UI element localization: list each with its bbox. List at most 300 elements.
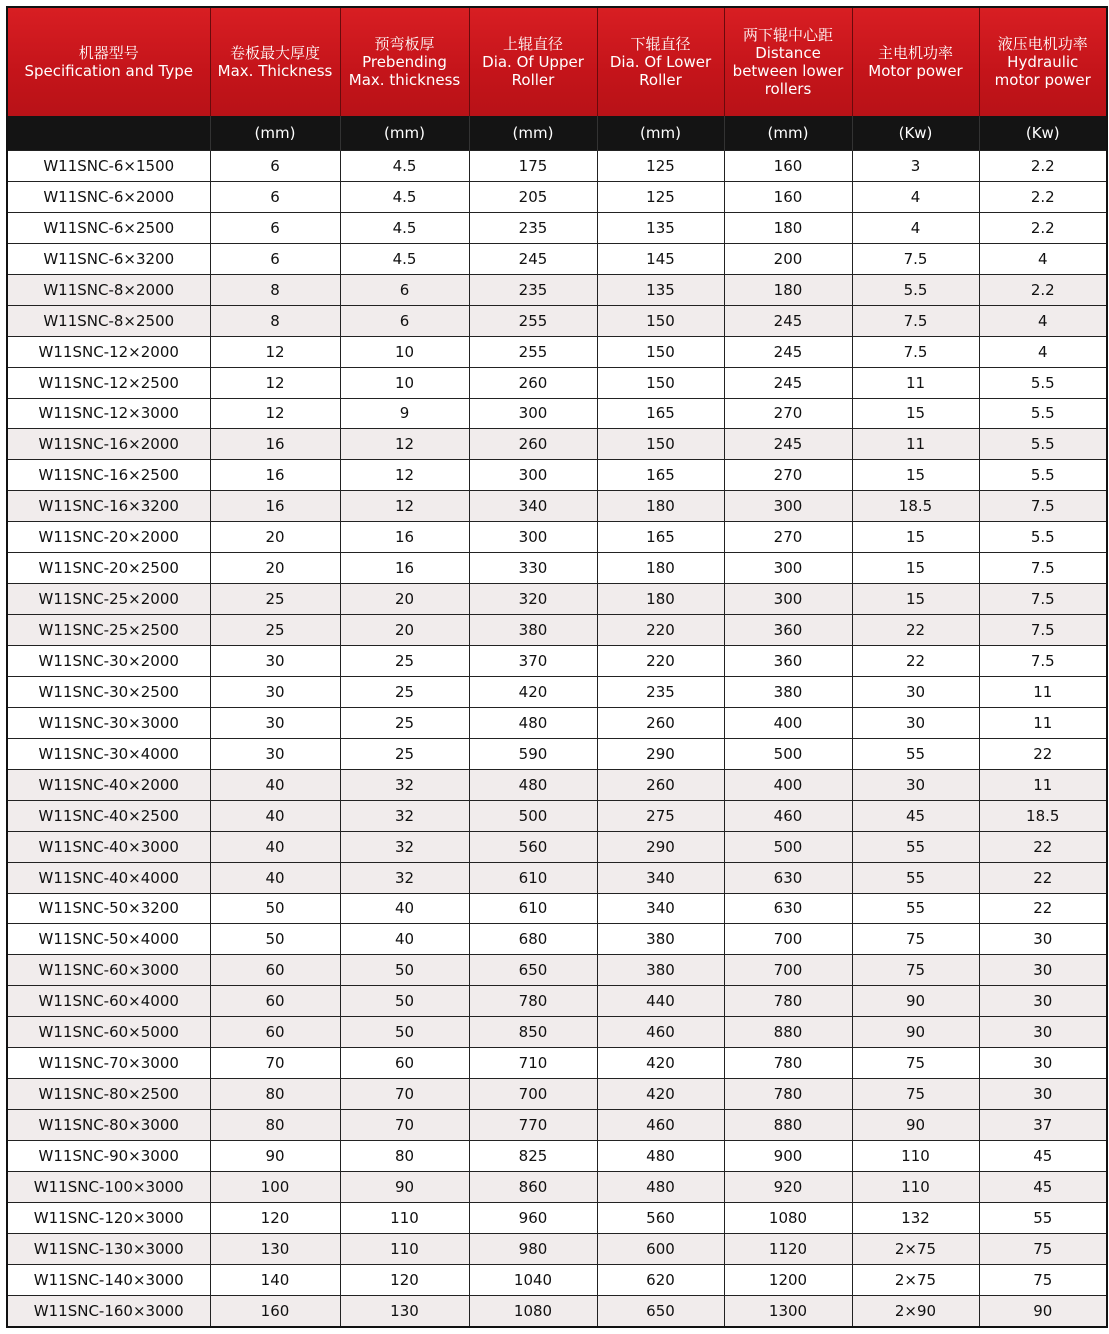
value-cell: 30	[979, 1017, 1107, 1048]
col-header-zh: 上辊直径	[502, 35, 563, 53]
value-cell: 25	[340, 646, 469, 677]
value-cell: 260	[469, 367, 597, 398]
unit-label: (mm)	[340, 116, 469, 151]
value-cell: 460	[724, 800, 852, 831]
value-cell: 50	[210, 924, 340, 955]
value-cell: 275	[597, 800, 724, 831]
model-cell: W11SNC-16×2500	[7, 460, 210, 491]
value-cell: 260	[597, 769, 724, 800]
value-cell: 90	[979, 1295, 1107, 1326]
table-row	[7, 274, 1107, 305]
value-cell: 7.5	[979, 553, 1107, 584]
value-cell: 30	[979, 1079, 1107, 1110]
value-cell: 25	[340, 676, 469, 707]
value-cell: 75	[979, 1264, 1107, 1295]
value-cell: 6	[340, 305, 469, 336]
model-cell: W11SNC-6×3200	[7, 243, 210, 274]
value-cell: 180	[597, 491, 724, 522]
unit-label: (Kw)	[979, 116, 1107, 151]
value-cell: 205	[469, 181, 597, 212]
value-cell: 300	[469, 460, 597, 491]
value-cell: 140	[210, 1264, 340, 1295]
unit-label: (mm)	[724, 116, 852, 151]
table-row	[7, 676, 1107, 707]
col-header-zh: 卷板最大厚度	[229, 44, 320, 62]
value-cell: 880	[724, 1017, 852, 1048]
value-cell: 480	[469, 707, 597, 738]
value-cell: 1120	[724, 1233, 852, 1264]
table-row	[7, 181, 1107, 212]
value-cell: 40	[210, 769, 340, 800]
value-cell: 90	[210, 1141, 340, 1172]
value-cell: 650	[597, 1295, 724, 1326]
table-row	[7, 924, 1107, 955]
col-header-en: Dia. Of Upper Roller	[482, 53, 584, 89]
value-cell: 300	[469, 522, 597, 553]
value-cell: 25	[210, 584, 340, 615]
value-cell: 145	[597, 243, 724, 274]
value-cell: 290	[597, 831, 724, 862]
value-cell: 130	[210, 1233, 340, 1264]
value-cell: 50	[340, 1017, 469, 1048]
value-cell: 22	[852, 615, 979, 646]
value-cell: 380	[724, 676, 852, 707]
col-header-motor-power	[852, 7, 979, 116]
value-cell: 850	[469, 1017, 597, 1048]
value-cell: 12	[340, 491, 469, 522]
model-cell: W11SNC-130×3000	[7, 1233, 210, 1264]
value-cell: 80	[340, 1141, 469, 1172]
value-cell: 270	[724, 460, 852, 491]
model-cell: W11SNC-140×3000	[7, 1264, 210, 1295]
value-cell: 290	[597, 738, 724, 769]
value-cell: 16	[210, 460, 340, 491]
value-cell: 650	[469, 955, 597, 986]
value-cell: 30	[210, 646, 340, 677]
value-cell: 60	[210, 1017, 340, 1048]
model-cell: W11SNC-60×3000	[7, 955, 210, 986]
value-cell: 45	[979, 1141, 1107, 1172]
value-cell: 165	[597, 522, 724, 553]
value-cell: 30	[852, 769, 979, 800]
value-cell: 22	[979, 893, 1107, 924]
value-cell: 260	[469, 429, 597, 460]
value-cell: 5.5	[979, 522, 1107, 553]
value-cell: 75	[852, 1079, 979, 1110]
model-cell: W11SNC-25×2000	[7, 584, 210, 615]
value-cell: 180	[597, 553, 724, 584]
model-cell: W11SNC-6×2000	[7, 181, 210, 212]
unit-label: (mm)	[597, 116, 724, 151]
value-cell: 80	[210, 1079, 340, 1110]
table-row	[7, 862, 1107, 893]
value-cell: 160	[724, 151, 852, 182]
table-row	[7, 1233, 1107, 1264]
value-cell: 16	[340, 553, 469, 584]
table-row	[7, 398, 1107, 429]
value-cell: 630	[724, 893, 852, 924]
value-cell: 120	[340, 1264, 469, 1295]
value-cell: 40	[210, 862, 340, 893]
value-cell: 770	[469, 1110, 597, 1141]
value-cell: 150	[597, 429, 724, 460]
model-cell: W11SNC-16×2000	[7, 429, 210, 460]
value-cell: 700	[724, 924, 852, 955]
model-cell: W11SNC-30×2500	[7, 676, 210, 707]
model-cell: W11SNC-160×3000	[7, 1295, 210, 1326]
value-cell: 960	[469, 1202, 597, 1233]
value-cell: 1200	[724, 1264, 852, 1295]
table-row	[7, 305, 1107, 336]
table-row	[7, 336, 1107, 367]
value-cell: 110	[340, 1233, 469, 1264]
value-cell: 90	[852, 1110, 979, 1141]
value-cell: 480	[597, 1171, 724, 1202]
table-row	[7, 491, 1107, 522]
value-cell: 165	[597, 460, 724, 491]
table-row	[7, 1264, 1107, 1295]
unit-label: (mm)	[469, 116, 597, 151]
value-cell: 245	[724, 367, 852, 398]
value-cell: 2×75	[852, 1233, 979, 1264]
value-cell: 2.2	[979, 212, 1107, 243]
table-row	[7, 615, 1107, 646]
value-cell: 610	[469, 862, 597, 893]
table-row	[7, 243, 1107, 274]
table-row	[7, 800, 1107, 831]
value-cell: 22	[979, 862, 1107, 893]
model-cell: W11SNC-20×2000	[7, 522, 210, 553]
value-cell: 90	[852, 1017, 979, 1048]
model-cell: W11SNC-12×2500	[7, 367, 210, 398]
value-cell: 60	[210, 955, 340, 986]
table-row	[7, 429, 1107, 460]
value-cell: 380	[597, 924, 724, 955]
col-header-zh: 机器型号	[78, 44, 139, 62]
table-row	[7, 1048, 1107, 1079]
value-cell: 18.5	[979, 800, 1107, 831]
header-row	[7, 7, 1107, 116]
value-cell: 70	[210, 1048, 340, 1079]
value-cell: 110	[852, 1171, 979, 1202]
model-cell: W11SNC-80×3000	[7, 1110, 210, 1141]
value-cell: 8	[210, 274, 340, 305]
value-cell: 10	[340, 336, 469, 367]
value-cell: 40	[340, 924, 469, 955]
value-cell: 480	[469, 769, 597, 800]
value-cell: 11	[979, 769, 1107, 800]
value-cell: 460	[597, 1017, 724, 1048]
value-cell: 55	[852, 831, 979, 862]
value-cell: 5.5	[979, 460, 1107, 491]
value-cell: 20	[210, 553, 340, 584]
col-header-max-thickness	[210, 7, 340, 116]
value-cell: 22	[979, 831, 1107, 862]
value-cell: 7.5	[979, 646, 1107, 677]
value-cell: 245	[724, 336, 852, 367]
value-cell: 880	[724, 1110, 852, 1141]
col-header-hydraulic-power	[979, 7, 1107, 116]
table-row	[7, 831, 1107, 862]
value-cell: 300	[724, 553, 852, 584]
value-cell: 700	[724, 955, 852, 986]
value-cell: 360	[724, 646, 852, 677]
value-cell: 780	[724, 1048, 852, 1079]
value-cell: 55	[852, 738, 979, 769]
model-cell: W11SNC-30×3000	[7, 707, 210, 738]
value-cell: 130	[340, 1295, 469, 1326]
value-cell: 680	[469, 924, 597, 955]
value-cell: 50	[340, 955, 469, 986]
value-cell: 75	[852, 955, 979, 986]
model-cell: W11SNC-40×2000	[7, 769, 210, 800]
value-cell: 4.5	[340, 151, 469, 182]
value-cell: 610	[469, 893, 597, 924]
value-cell: 12	[210, 367, 340, 398]
table-row	[7, 1017, 1107, 1048]
model-cell: W11SNC-12×2000	[7, 336, 210, 367]
value-cell: 860	[469, 1171, 597, 1202]
value-cell: 6	[210, 181, 340, 212]
value-cell: 16	[340, 522, 469, 553]
value-cell: 5.5	[979, 367, 1107, 398]
value-cell: 500	[724, 831, 852, 862]
value-cell: 300	[724, 491, 852, 522]
value-cell: 1040	[469, 1264, 597, 1295]
value-cell: 5.5	[852, 274, 979, 305]
value-cell: 620	[597, 1264, 724, 1295]
value-cell: 32	[340, 831, 469, 862]
value-cell: 560	[469, 831, 597, 862]
value-cell: 180	[724, 212, 852, 243]
value-cell: 440	[597, 986, 724, 1017]
table-row	[7, 1141, 1107, 1172]
model-cell: W11SNC-30×2000	[7, 646, 210, 677]
table-row	[7, 1202, 1107, 1233]
value-cell: 30	[210, 707, 340, 738]
col-header-upper-roller	[469, 7, 597, 116]
value-cell: 175	[469, 151, 597, 182]
value-cell: 75	[979, 1233, 1107, 1264]
value-cell: 60	[210, 986, 340, 1017]
value-cell: 15	[852, 522, 979, 553]
spec-table	[6, 6, 1108, 1328]
value-cell: 120	[210, 1202, 340, 1233]
col-header-en: Distance between lower rollers	[732, 44, 844, 98]
value-cell: 22	[852, 646, 979, 677]
model-cell: W11SNC-30×4000	[7, 738, 210, 769]
value-cell: 75	[852, 1048, 979, 1079]
col-header-type	[7, 7, 210, 116]
model-cell: W11SNC-90×3000	[7, 1141, 210, 1172]
table-row	[7, 1079, 1107, 1110]
table-row	[7, 460, 1107, 491]
value-cell: 11	[852, 429, 979, 460]
value-cell: 255	[469, 305, 597, 336]
value-cell: 2.2	[979, 274, 1107, 305]
value-cell: 135	[597, 274, 724, 305]
value-cell: 12	[340, 460, 469, 491]
value-cell: 11	[979, 707, 1107, 738]
value-cell: 4.5	[340, 243, 469, 274]
value-cell: 160	[724, 181, 852, 212]
value-cell: 125	[597, 151, 724, 182]
col-header-zh: 液压电机功率	[997, 35, 1088, 53]
value-cell: 60	[340, 1048, 469, 1079]
table-body	[7, 151, 1107, 1327]
value-cell: 500	[469, 800, 597, 831]
value-cell: 900	[724, 1141, 852, 1172]
value-cell: 300	[724, 584, 852, 615]
value-cell: 55	[852, 893, 979, 924]
col-header-zh: 下辊直径	[630, 35, 691, 53]
model-cell: W11SNC-60×4000	[7, 986, 210, 1017]
value-cell: 255	[469, 336, 597, 367]
value-cell: 30	[979, 955, 1107, 986]
value-cell: 55	[852, 862, 979, 893]
table-row	[7, 1110, 1107, 1141]
value-cell: 11	[979, 676, 1107, 707]
value-cell: 340	[597, 862, 724, 893]
value-cell: 460	[597, 1110, 724, 1141]
value-cell: 245	[469, 243, 597, 274]
table-row	[7, 769, 1107, 800]
table-row	[7, 212, 1107, 243]
col-header-roller-distance	[724, 7, 852, 116]
value-cell: 12	[340, 429, 469, 460]
value-cell: 25	[340, 738, 469, 769]
value-cell: 75	[852, 924, 979, 955]
col-header-prebending	[340, 7, 469, 116]
value-cell: 920	[724, 1171, 852, 1202]
value-cell: 2.2	[979, 151, 1107, 182]
value-cell: 32	[340, 769, 469, 800]
value-cell: 100	[210, 1171, 340, 1202]
table-row	[7, 1171, 1107, 1202]
value-cell: 270	[724, 398, 852, 429]
value-cell: 200	[724, 243, 852, 274]
model-cell: W11SNC-16×3200	[7, 491, 210, 522]
value-cell: 260	[597, 707, 724, 738]
value-cell: 7.5	[852, 305, 979, 336]
value-cell: 55	[979, 1202, 1107, 1233]
value-cell: 20	[210, 522, 340, 553]
value-cell: 370	[469, 646, 597, 677]
model-cell: W11SNC-8×2000	[7, 274, 210, 305]
value-cell: 360	[724, 615, 852, 646]
value-cell: 5.5	[979, 429, 1107, 460]
table-row	[7, 707, 1107, 738]
table-row	[7, 646, 1107, 677]
value-cell: 32	[340, 862, 469, 893]
col-header-en: Hydraulic motor power	[994, 53, 1091, 89]
value-cell: 780	[724, 986, 852, 1017]
value-cell: 4.5	[340, 212, 469, 243]
model-cell: W11SNC-40×4000	[7, 862, 210, 893]
model-cell: W11SNC-60×5000	[7, 1017, 210, 1048]
value-cell: 150	[597, 305, 724, 336]
table-row	[7, 367, 1107, 398]
value-cell: 300	[469, 398, 597, 429]
value-cell: 2.2	[979, 181, 1107, 212]
value-cell: 1080	[724, 1202, 852, 1233]
value-cell: 135	[597, 212, 724, 243]
value-cell: 18.5	[852, 491, 979, 522]
value-cell: 132	[852, 1202, 979, 1233]
value-cell: 7.5	[979, 615, 1107, 646]
value-cell: 245	[724, 305, 852, 336]
value-cell: 32	[340, 800, 469, 831]
value-cell: 6	[210, 243, 340, 274]
value-cell: 7.5	[979, 491, 1107, 522]
spec-sheet	[6, 6, 1106, 1328]
value-cell: 235	[597, 676, 724, 707]
model-cell: W11SNC-6×1500	[7, 151, 210, 182]
value-cell: 420	[597, 1079, 724, 1110]
value-cell: 825	[469, 1141, 597, 1172]
value-cell: 165	[597, 398, 724, 429]
model-cell: W11SNC-8×2500	[7, 305, 210, 336]
table-row	[7, 955, 1107, 986]
value-cell: 150	[597, 367, 724, 398]
value-cell: 500	[724, 738, 852, 769]
value-cell: 20	[340, 615, 469, 646]
value-cell: 80	[210, 1110, 340, 1141]
col-header-en: Specification and Type	[24, 62, 193, 80]
value-cell: 4.5	[340, 181, 469, 212]
value-cell: 4	[852, 212, 979, 243]
unit-label	[7, 116, 210, 151]
model-cell: W11SNC-6×2500	[7, 212, 210, 243]
value-cell: 4	[979, 305, 1107, 336]
value-cell: 8	[210, 305, 340, 336]
value-cell: 220	[597, 615, 724, 646]
value-cell: 16	[210, 491, 340, 522]
model-cell: W11SNC-40×2500	[7, 800, 210, 831]
value-cell: 380	[469, 615, 597, 646]
value-cell: 40	[210, 831, 340, 862]
table-row	[7, 893, 1107, 924]
unit-label: (Kw)	[852, 116, 979, 151]
value-cell: 630	[724, 862, 852, 893]
col-header-zh: 主电机功率	[877, 44, 953, 62]
value-cell: 4	[852, 181, 979, 212]
col-header-en: Prebending Max. thickness	[348, 53, 461, 89]
value-cell: 3	[852, 151, 979, 182]
model-cell: W11SNC-40×3000	[7, 831, 210, 862]
value-cell: 12	[210, 398, 340, 429]
value-cell: 6	[210, 212, 340, 243]
value-cell: 10	[340, 367, 469, 398]
value-cell: 380	[597, 955, 724, 986]
model-cell: W11SNC-12×3000	[7, 398, 210, 429]
value-cell: 15	[852, 460, 979, 491]
table-row	[7, 553, 1107, 584]
value-cell: 15	[852, 553, 979, 584]
model-cell: W11SNC-50×4000	[7, 924, 210, 955]
value-cell: 600	[597, 1233, 724, 1264]
value-cell: 12	[210, 336, 340, 367]
value-cell: 245	[724, 429, 852, 460]
value-cell: 710	[469, 1048, 597, 1079]
value-cell: 180	[724, 274, 852, 305]
value-cell: 110	[340, 1202, 469, 1233]
value-cell: 400	[724, 707, 852, 738]
value-cell: 590	[469, 738, 597, 769]
value-cell: 125	[597, 181, 724, 212]
value-cell: 480	[597, 1141, 724, 1172]
value-cell: 50	[340, 986, 469, 1017]
